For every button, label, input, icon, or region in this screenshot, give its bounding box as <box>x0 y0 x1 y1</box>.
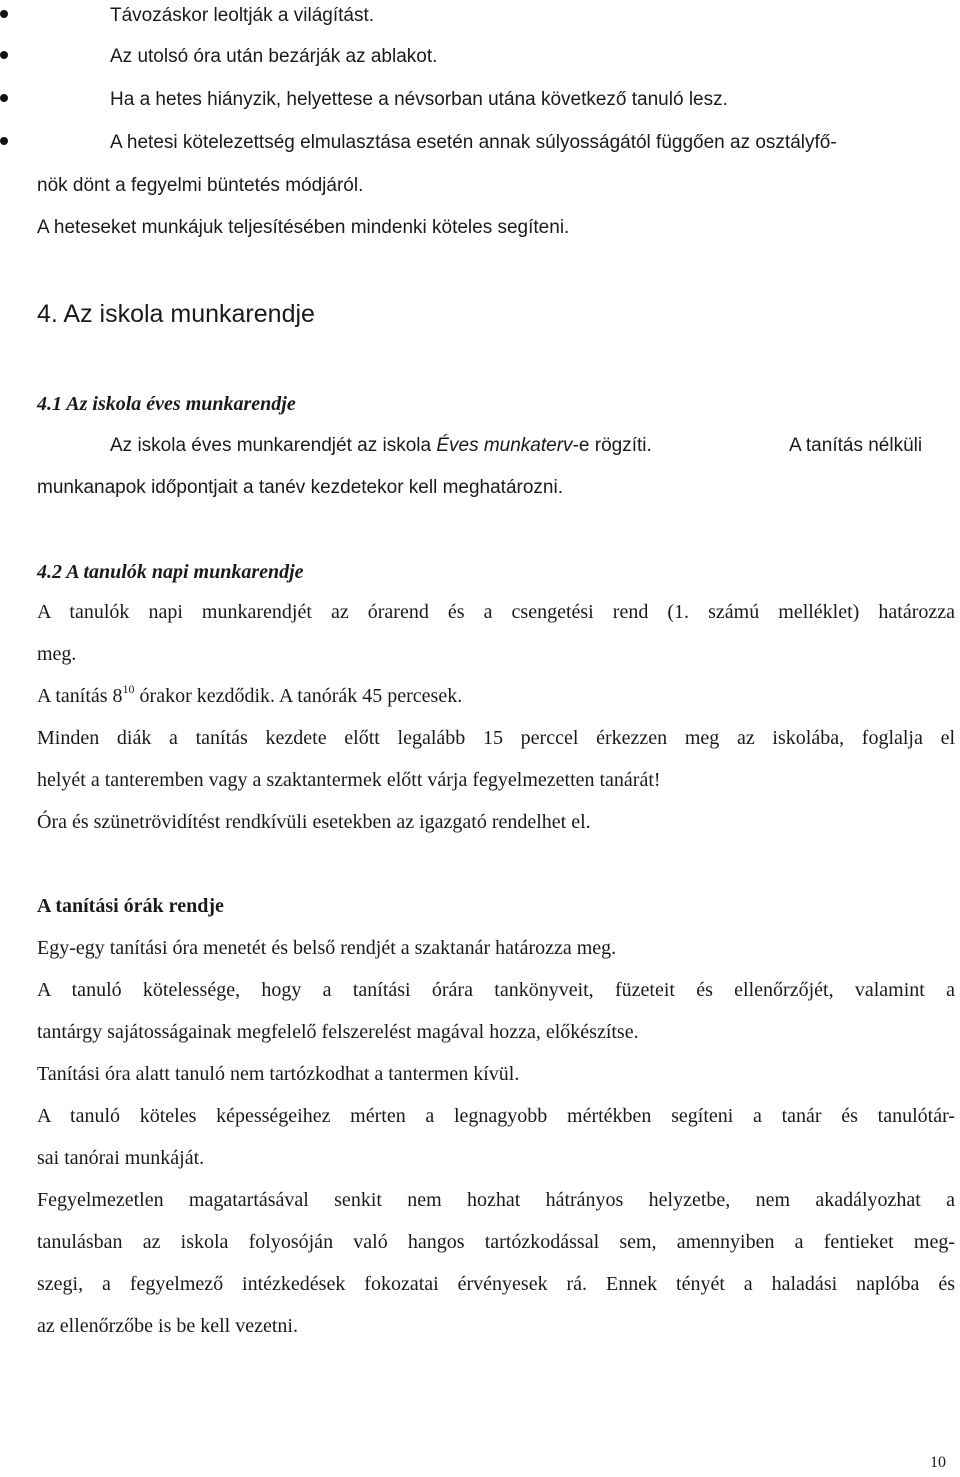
list-item-text: Távozáskor leoltják a világítást. <box>110 5 375 26</box>
bullet-icon <box>0 10 8 18</box>
subsection-heading: 4.2 A tanulók napi munkarendje <box>37 561 304 583</box>
paragraph-line <box>37 683 462 709</box>
text-fragment: órakor kezdődik. A tanórák 45 percesek. <box>134 685 463 707</box>
list-item <box>0 88 960 112</box>
paragraph-line: Fegyelmezetlen magatartásával senkit nem hozhat hátrányos helyzetbe, nem akadályozhat a <box>37 1189 955 1211</box>
paragraph-line: A tanuló kötelessége, hogy a tanítási órára tankönyveit, füzeteit és ellenőrzőjét, valamint a <box>37 979 955 1001</box>
text-fragment: A tanítás 8 <box>37 685 123 707</box>
paragraph-line-end: A tanítás nélküli <box>789 435 923 456</box>
paragraph-line: tanulásban az iskola folyosóján való hangos tartózkodással sem, amennyiben a fentieket meg- <box>37 1231 955 1253</box>
list-item <box>0 4 960 28</box>
paragraph-line: A tanuló köteles képességeihez mérten a legnagyobb mértékben segíteni a tanár és tanulótár- <box>37 1105 955 1127</box>
paragraph-line: az ellenőrzőbe is be kell vezetni. <box>37 1315 298 1337</box>
paragraph-line: Tanítási óra alatt tanuló nem tartózkodhat a tantermen kívül. <box>37 1063 520 1085</box>
italic-term: Éves munkaterv <box>436 435 573 456</box>
text-fragment: -e rögzíti. <box>572 435 652 456</box>
paragraph-line: A tanulók napi munkarendjét az órarend és a csengetési rend (1. számú melléklet) határozza <box>37 601 955 623</box>
subsection-heading: 4.1 Az iskola éves munkarendje <box>37 393 296 415</box>
section-heading: A tanítási órák rendje <box>37 895 224 917</box>
bullet-icon <box>0 137 8 145</box>
bullet-icon <box>0 94 8 102</box>
paragraph-line: tantárgy sajátosságainak megfelelő felszerelést magával hozza, előkészítse. <box>37 1021 639 1043</box>
paragraph-line: Óra és szünetrövidítést rendkívüli esetekben az igazgató rendelhet el. <box>37 811 591 833</box>
paragraph-line: sai tanórai munkáját. <box>37 1147 205 1169</box>
paragraph-line: Minden diák a tanítás kezdete előtt legalább 15 perccel érkezzen meg az iskolába, foglalja el <box>37 727 955 749</box>
list-item-text: A hetesi kötelezettség elmulasztása esetén annak súlyosságától függően az osztályfő- <box>110 132 837 153</box>
list-item <box>0 45 960 69</box>
paragraph-line: meg. <box>37 643 77 665</box>
list-item <box>0 131 960 155</box>
paragraph-line: helyét a tanteremben vagy a szaktantermek előtt várja fegyelmezetten tanárát! <box>37 769 661 791</box>
paragraph-line: Egy-egy tanítási óra menetét és belső rendjét a szaktanár határozza meg. <box>37 937 617 959</box>
bullet-icon <box>0 51 8 59</box>
paragraph: A heteseket munkájuk teljesítésében mindenki köteles segíteni. <box>37 217 570 238</box>
list-item-continuation: nök dönt a fegyelmi büntetés módjáról. <box>37 175 364 196</box>
paragraph-line <box>110 434 652 458</box>
text-fragment: Az iskola éves munkarendjét az iskola <box>110 435 432 456</box>
superscript: 10 <box>122 682 135 696</box>
page-number: 10 <box>930 1454 946 1471</box>
list-item-text: Az utolsó óra után bezárják az ablakot. <box>110 46 438 67</box>
paragraph-line: szegi, a fegyelmező intézkedések fokozatai érvényesek rá. Ennek tényét a haladási naplóba és <box>37 1273 955 1295</box>
section-heading: 4. Az iskola munkarendje <box>37 300 315 328</box>
paragraph-line: munkanapok időpontjait a tanév kezdetekor kell meghatározni. <box>37 477 563 498</box>
list-item-text: Ha a hetes hiányzik, helyettese a névsorban utána következő tanuló lesz. <box>110 89 728 110</box>
